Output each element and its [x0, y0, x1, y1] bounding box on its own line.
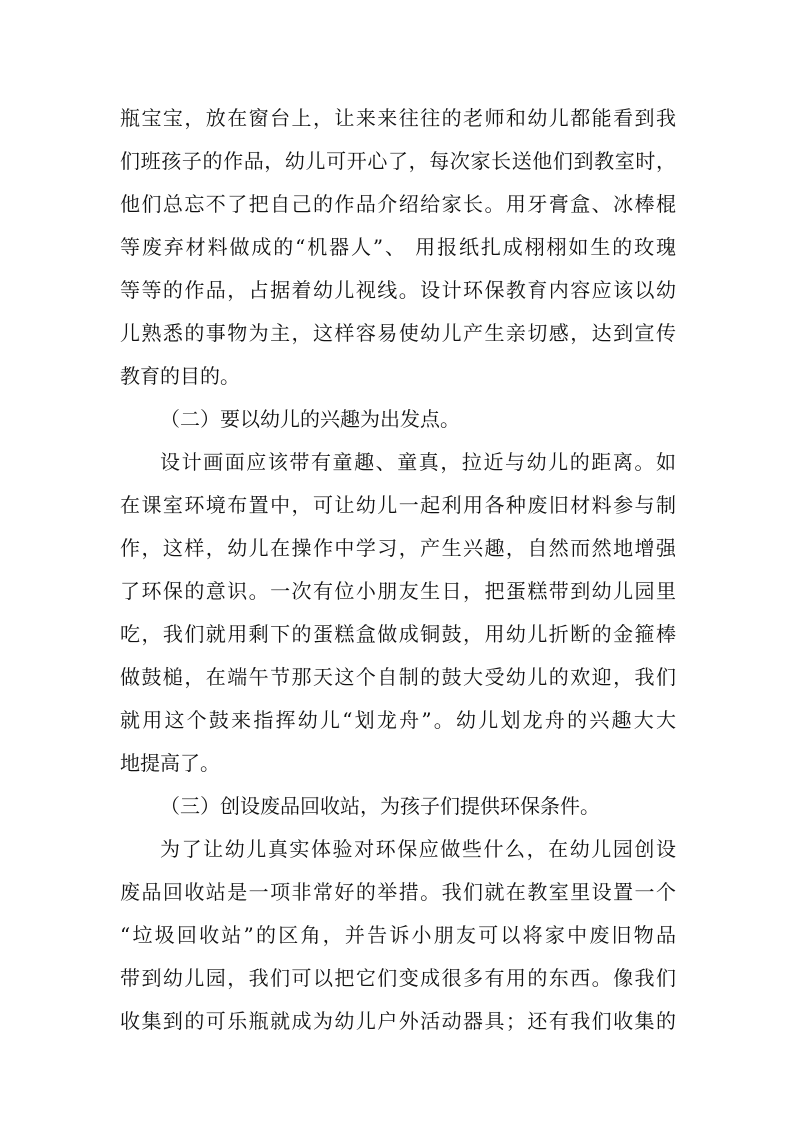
paragraph-3-line-2: 废品回收站是一项非常好的举措。我们就在教室里设置一个	[120, 880, 676, 904]
paragraph-2-line-5: 吃，我们就用剩下的蛋糕盒做成铜鼓，用幼儿折断的金箍棒	[120, 622, 676, 646]
paragraph-3-line-3: “垃圾回收站”的区角，并告诉小朋友可以将家中废旧物品	[120, 923, 676, 947]
paragraph-2-line-8: 地提高了。	[120, 751, 220, 775]
paragraph-1-line-4: 等废弃材料做成的“机器人”、 用报纸扎成栩栩如生的玫瑰	[120, 235, 676, 259]
paragraph-1-line-3: 他们总忘不了把自己的作品介绍给家长。用牙膏盒、冰棒棍	[120, 192, 676, 216]
paragraph-2-line-6: 做鼓槌，在端午节那天这个自制的鼓大受幼儿的欢迎，我们	[120, 665, 676, 689]
paragraph-1-line-7: 教育的目的。	[120, 364, 240, 388]
paragraph-3-line-5: 收集到的可乐瓶就成为幼儿户外活动器具；还有我们收集的	[120, 1009, 676, 1033]
paragraph-1-line-5: 等等的作品，占据着幼儿视线。设计环保教育内容应该以幼	[120, 278, 676, 302]
paragraph-2-line-2: 在课室环境布置中，可让幼儿一起利用各种废旧材料参与制	[120, 493, 676, 517]
paragraph-2-line-1: 设计画面应该带有童趣、童真，拉近与幼儿的距离。如	[160, 450, 676, 474]
paragraph-1-line-1: 瓶宝宝，放在窗台上，让来来往往的老师和幼儿都能看到我	[120, 106, 676, 130]
paragraph-2-line-7: 就用这个鼓来指挥幼儿“划龙舟”。幼儿划龙舟的兴趣大大	[120, 708, 676, 732]
paragraph-1-line-6: 儿熟悉的事物为主，这样容易使幼儿产生亲切感，达到宣传	[120, 321, 676, 345]
paragraph-2-line-4: 了环保的意识。一次有位小朋友生日，把蛋糕带到幼儿园里	[120, 579, 676, 603]
paragraph-3-line-1: 为了让幼儿真实体验对环保应做些什么，在幼儿园创设	[160, 837, 676, 861]
section-heading-2: （二）要以幼儿的兴趣为出发点。	[160, 407, 460, 431]
paragraph-3-line-4: 带到幼儿园，我们可以把它们变成很多有用的东西。像我们	[120, 966, 676, 990]
paragraph-2-line-3: 作，这样，幼儿在操作中学习，产生兴趣，自然而然地增强	[120, 536, 676, 560]
paragraph-1-line-2: 们班孩子的作品，幼儿可开心了，每次家长送他们到教室时，	[120, 149, 676, 173]
section-heading-3: （三）创设废品回收站，为孩子们提供环保条件。	[160, 794, 600, 818]
